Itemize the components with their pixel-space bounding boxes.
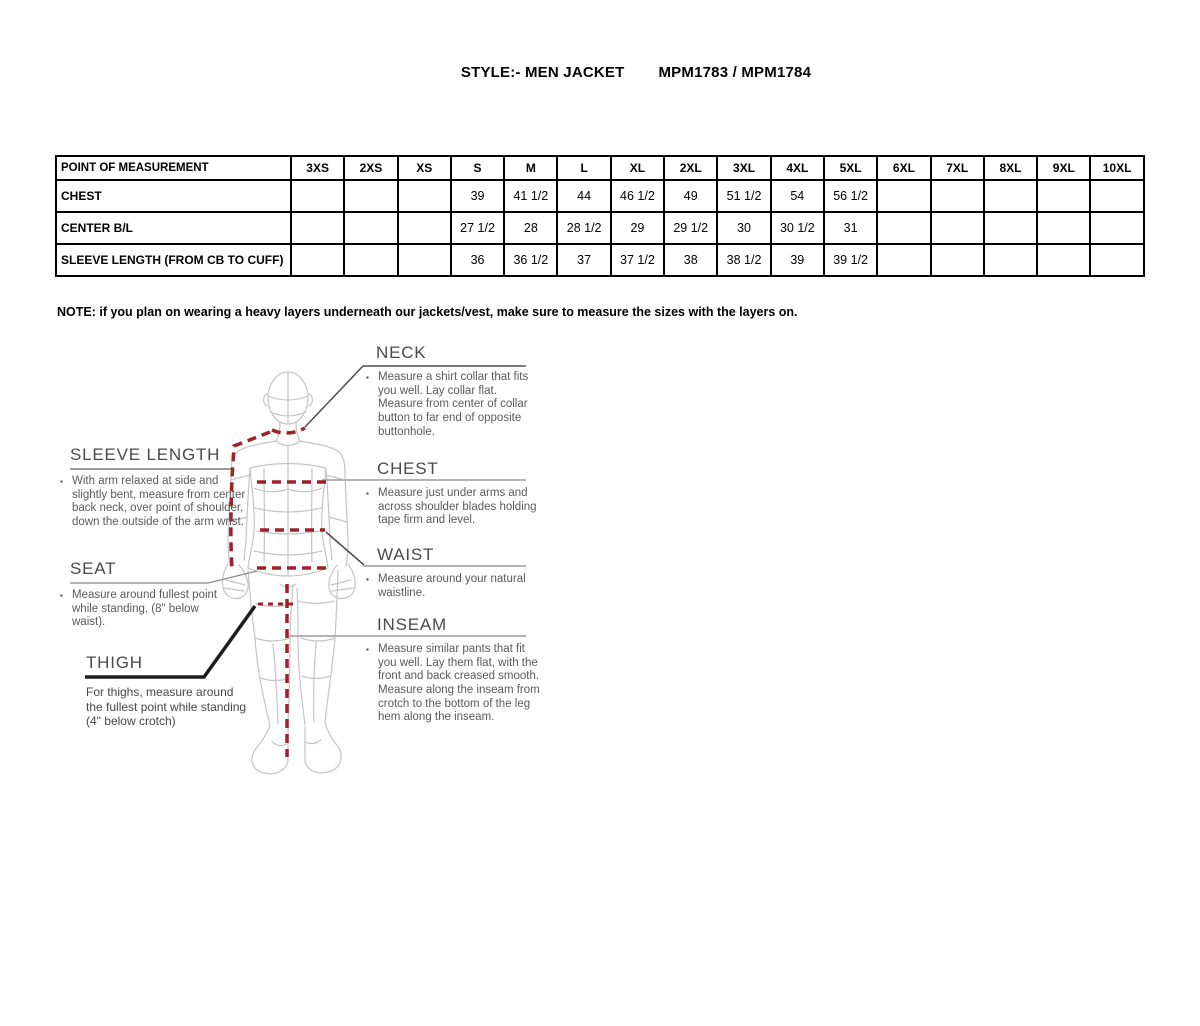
size-cell: 28 1/2 (557, 212, 610, 244)
size-cell (291, 212, 344, 244)
seat-heading: SEAT (70, 559, 117, 578)
col-header-size: 9XL (1037, 156, 1090, 180)
col-header-size: 4XL (771, 156, 824, 180)
size-cell (1037, 212, 1090, 244)
size-cell (877, 212, 930, 244)
col-header-size: 2XL (664, 156, 717, 180)
size-cell: 30 (717, 212, 770, 244)
neck-description: ▪ Measure a shirt collar that fits you well. Lay collar flat. Measure from center of collar button to far end of opposite buttonhole. (366, 371, 529, 438)
size-table-body (56, 180, 1144, 276)
inseam-heading: INSEAM (377, 615, 447, 634)
size-cell: 29 1/2 (664, 212, 717, 244)
size-cell: 31 (824, 212, 877, 244)
row-label: SLEEVE LENGTH (FROM CB TO CUFF) (56, 244, 291, 276)
style-label: STYLE:- MEN JACKET (460, 64, 625, 81)
size-cell (398, 244, 451, 276)
size-cell (1090, 180, 1143, 212)
size-cell: 37 (557, 244, 610, 276)
row-label: CENTER B/L (56, 212, 291, 244)
size-cell (344, 180, 397, 212)
size-cell: 39 (771, 244, 824, 276)
col-header-size: 7XL (931, 156, 984, 180)
size-cell: 56 1/2 (824, 180, 877, 212)
col-header-size: 3XL (717, 156, 770, 180)
waist-description: ▪ Measure around your natural waistline. (366, 573, 526, 599)
col-header-size: 2XS (344, 156, 397, 180)
size-cell: 27 1/2 (451, 212, 504, 244)
size-cell (931, 244, 984, 276)
bullet-icon: ▪ (366, 575, 369, 584)
style-codes: MPM1783 / MPM1784 (658, 64, 812, 81)
size-cell (1090, 244, 1143, 276)
neck-heading: NECK (376, 343, 427, 362)
seat-description: ▪ Measure around fullest point while standing. (8" below waist). (60, 589, 218, 629)
size-table-head-row (56, 156, 1144, 180)
size-cell (344, 212, 397, 244)
thigh-heading: THIGH (86, 653, 143, 672)
col-header-size: 5XL (824, 156, 877, 180)
size-cell: 38 1/2 (717, 244, 770, 276)
col-header-point-of-measurement: POINT OF MEASUREMENT (56, 156, 291, 180)
size-cell: 54 (771, 180, 824, 212)
col-header-size: L (557, 156, 610, 180)
size-cell: 46 1/2 (611, 180, 664, 212)
size-cell (984, 244, 1037, 276)
size-cell (291, 180, 344, 212)
bullet-icon: ▪ (366, 489, 369, 498)
col-header-size: 6XL (877, 156, 930, 180)
chest-description: ▪ Measure just under arms and across shoulder blades holding tape firm and level. (366, 487, 537, 527)
size-cell (1037, 180, 1090, 212)
bullet-icon: ▪ (60, 591, 63, 600)
thigh-description: For thighs, measure around the fullest point while standing (4" below crotch) (86, 685, 247, 729)
size-cell (931, 212, 984, 244)
size-cell (344, 244, 397, 276)
sleeve-length-heading: SLEEVE LENGTH (70, 445, 221, 464)
size-cell: 51 1/2 (717, 180, 770, 212)
col-header-size: S (451, 156, 504, 180)
size-cell: 39 (451, 180, 504, 212)
sleeve-length-description: ▪ With arm relaxed at side and slightly bent, measure from center back neck, over point of shoulder, down the outside of the arm wrist. (60, 475, 246, 529)
col-header-size: 10XL (1090, 156, 1143, 180)
measurement-diagram (58, 338, 560, 820)
size-cell: 49 (664, 180, 717, 212)
size-cell (1090, 212, 1143, 244)
table-row (56, 244, 1144, 276)
size-cell: 38 (664, 244, 717, 276)
size-cell: 28 (504, 212, 557, 244)
size-cell (931, 180, 984, 212)
size-cell (1037, 244, 1090, 276)
size-cell: 29 (611, 212, 664, 244)
waist-heading: WAIST (377, 545, 435, 564)
size-cell: 44 (557, 180, 610, 212)
col-header-size: 3XS (291, 156, 344, 180)
bullet-icon: ▪ (366, 645, 369, 654)
page-title (0, 64, 1200, 81)
size-cell (984, 180, 1037, 212)
chest-heading: CHEST (377, 459, 439, 478)
size-cell (398, 180, 451, 212)
size-cell: 36 (451, 244, 504, 276)
bullet-icon: ▪ (366, 373, 369, 382)
col-header-size: XL (611, 156, 664, 180)
size-cell (984, 212, 1037, 244)
size-cell: 39 1/2 (824, 244, 877, 276)
size-cell (877, 180, 930, 212)
neck-measure-line (272, 428, 305, 433)
size-cell (291, 244, 344, 276)
size-cell: 36 1/2 (504, 244, 557, 276)
col-header-size: M (504, 156, 557, 180)
size-cell (398, 212, 451, 244)
size-table (55, 155, 1145, 277)
size-cell: 37 1/2 (611, 244, 664, 276)
size-cell: 30 1/2 (771, 212, 824, 244)
row-label: CHEST (56, 180, 291, 212)
col-header-size: 8XL (984, 156, 1037, 180)
table-row (56, 180, 1144, 212)
table-row (56, 212, 1144, 244)
size-cell: 41 1/2 (504, 180, 557, 212)
col-header-size: XS (398, 156, 451, 180)
size-cell (877, 244, 930, 276)
inseam-description: ▪ Measure similar pants that fit you well. Lay them flat, with the front and back creased smooth. Measure along the inseam from crotch to the bottom of the leg hem along the inseam. (366, 643, 540, 724)
note-text: NOTE: if you plan on wearing a heavy layers underneath our jackets/vest, make sure to measure the sizes with the layers on. (57, 305, 798, 319)
bullet-icon: ▪ (60, 477, 63, 486)
